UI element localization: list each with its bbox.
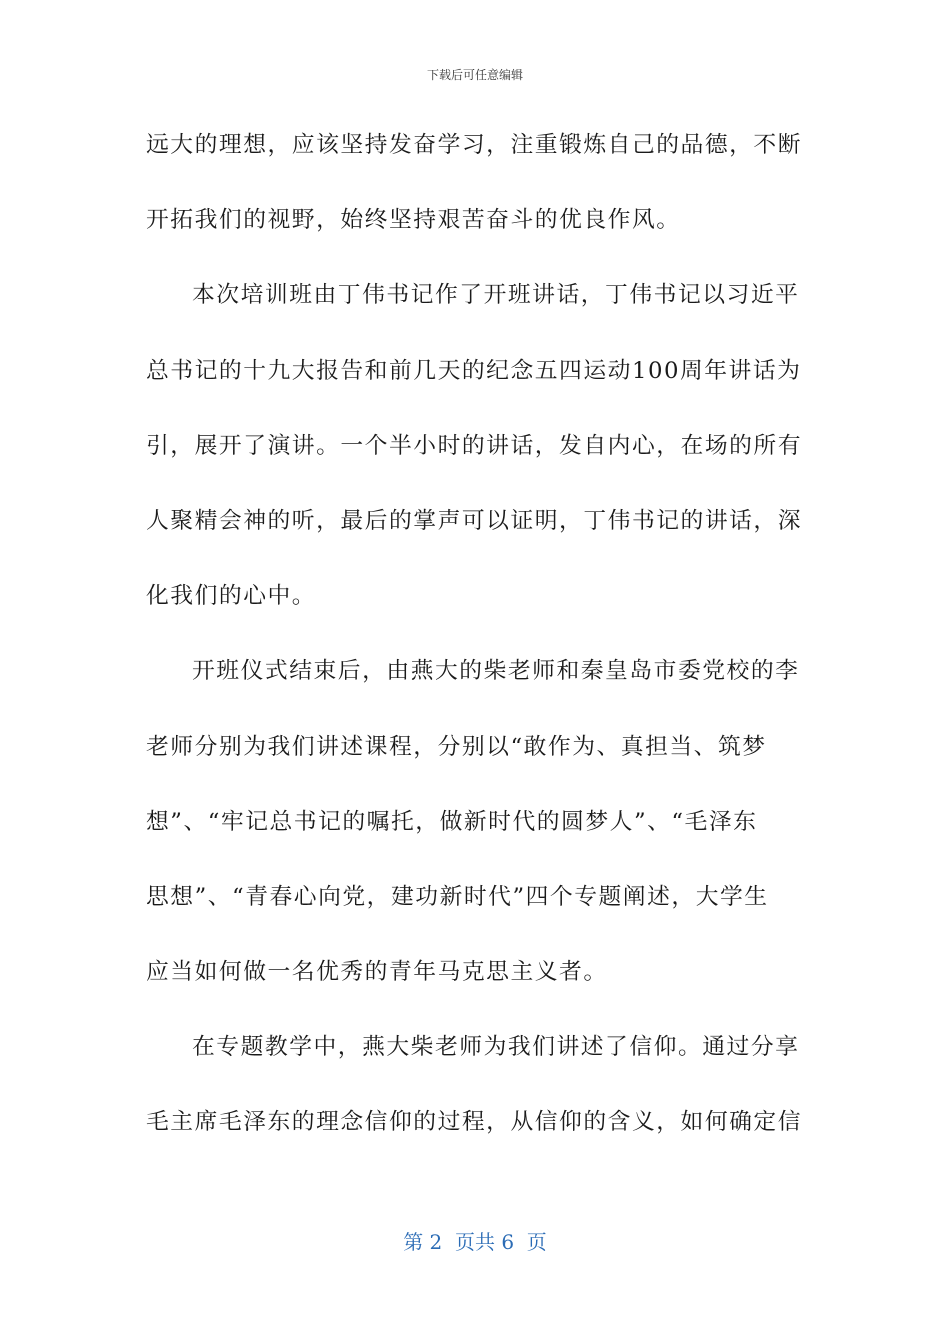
- text-line: 人聚精会神的听，最后的掌声可以证明，丁伟书记的讲话，深: [146, 507, 803, 534]
- page-number-footer: 第 2 页共 6 页: [403, 1230, 547, 1254]
- page-header: 下载后可任意编辑: [426, 68, 523, 82]
- text-line: 开拓我们的视野，始终坚持艰苦奋斗的优良作风。: [146, 207, 681, 234]
- paragraph-start-line: 开班仪式结束后，由燕大的柴老师和秦皇岛市委党校的李: [192, 658, 800, 685]
- text-line: 思想”、“青春心向党，建功新时代”四个专题阐述，大学生: [146, 883, 769, 910]
- paragraph-start-line: 在专题教学中，燕大柴老师为我们讲述了信仰。通过分享: [192, 1034, 800, 1061]
- text-line: 想”、“牢记总书记的嘱托，做新时代的圆梦人”、“毛泽东: [146, 808, 758, 835]
- text-line: 总书记的十九大报告和前几天的纪念五四运动100周年讲话为: [146, 357, 802, 384]
- text-line: 远大的理想，应该坚持发奋学习，注重锻炼自己的品德，不断: [146, 132, 803, 158]
- text-line: 毛主席毛泽东的理念信仰的过程，从信仰的含义，如何确定信: [146, 1109, 803, 1136]
- text-line: 应当如何做一名优秀的青年马克思主义者。: [146, 959, 608, 986]
- paragraph-start-line: 本次培训班由丁伟书记作了开班讲话，丁伟书记以习近平: [192, 282, 800, 309]
- document-body: [146, 120, 806, 1173]
- text-line: 引，展开了演讲。一个半小时的讲话，发自内心，在场的所有: [146, 432, 803, 459]
- text-line: 化我们的心中。: [146, 583, 317, 610]
- text-line: 老师分别为我们讲述课程，分别以“敢作为、真担当、筑梦: [146, 733, 767, 760]
